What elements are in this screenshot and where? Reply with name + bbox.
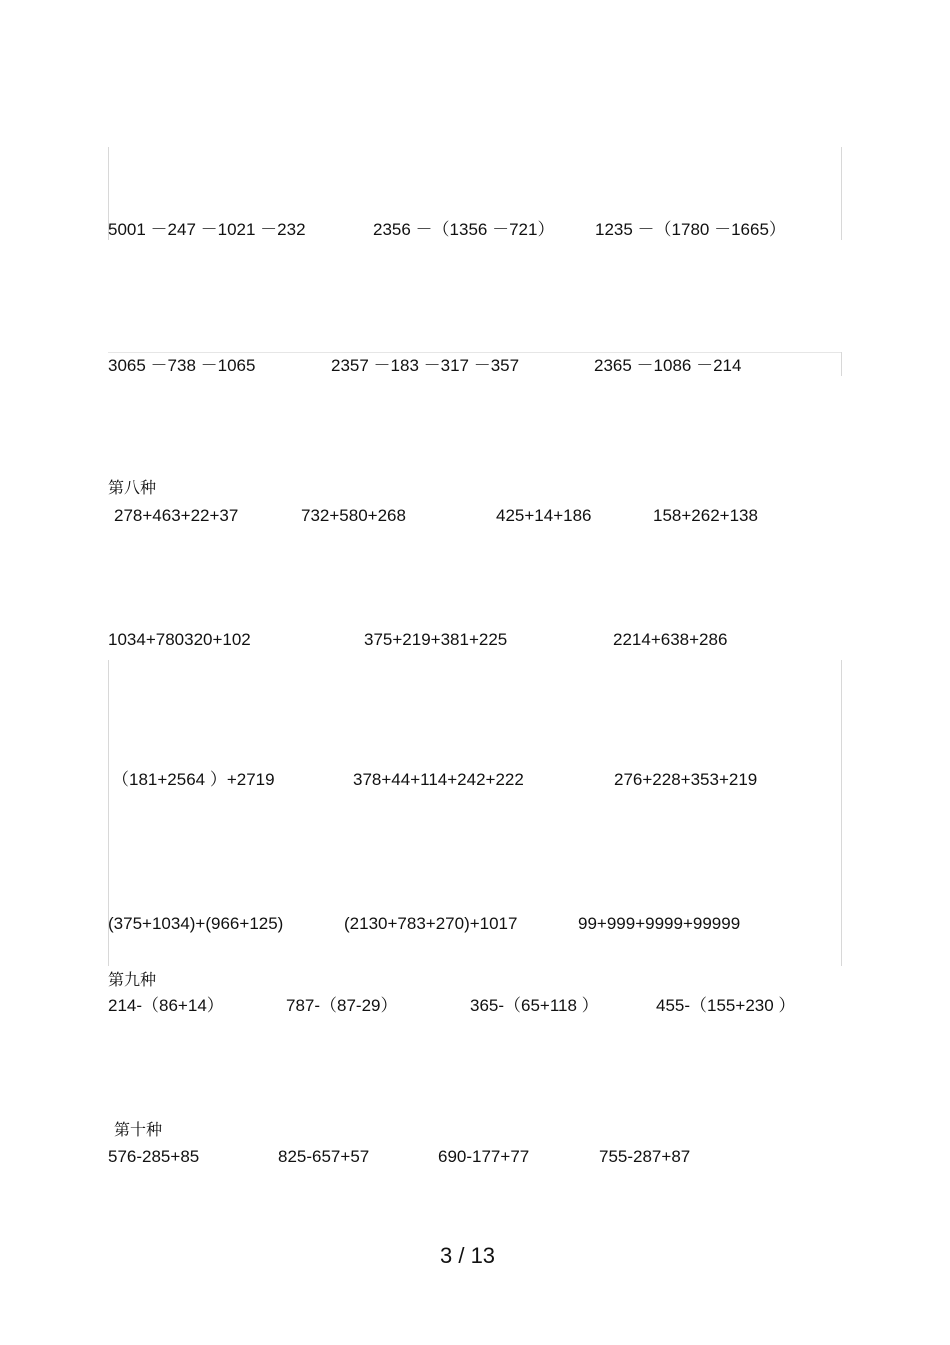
expression: 5001 －247 －1021 －232	[108, 220, 306, 239]
expression: 1235 －（1780 －1665）	[595, 220, 786, 239]
expression: 365-（65+118 ）	[470, 996, 599, 1015]
expression: 425+14+186	[496, 506, 592, 525]
expression: 455-（155+230 ）	[656, 996, 796, 1015]
expression: 276+228+353+219	[614, 770, 758, 789]
table-border-right	[841, 352, 842, 376]
expression: 690-177+77	[438, 1147, 530, 1166]
table-border-right	[841, 660, 842, 966]
expression: 787-（87-29）	[286, 996, 398, 1015]
expression: 2214+638+286	[613, 630, 728, 649]
table-border-top	[108, 352, 842, 353]
expression: 1034+780320+102	[108, 630, 251, 649]
expression: 732+580+268	[301, 506, 406, 525]
expression: 825-657+57	[278, 1147, 370, 1166]
expression: 755-287+87	[599, 1147, 691, 1166]
expression: 278+463+22+37	[114, 506, 239, 525]
expression: 214-（86+14）	[108, 996, 224, 1015]
section-heading: 第九种	[108, 970, 157, 989]
expression: 3065 －738 －1065	[108, 356, 256, 375]
page-number: 3 / 13	[440, 1243, 496, 1268]
expression: 99+999+9999+99999	[578, 914, 741, 933]
expression: 2357 －183 －317 －357	[331, 356, 520, 375]
expression: (2130+783+270)+1017	[344, 914, 518, 933]
expression: 158+262+138	[653, 506, 758, 525]
expression: (375+1034)+(966+125)	[108, 914, 284, 933]
expression: 2365 －1086 －214	[594, 356, 742, 375]
expression: 576-285+85	[108, 1147, 200, 1166]
table-border-right	[841, 147, 842, 240]
expression: （181+2564 ）+2719	[112, 770, 275, 789]
expression: 2356 －（1356 －721）	[373, 220, 555, 239]
section-heading: 第八种	[108, 478, 157, 497]
section-heading: 第十种	[114, 1120, 163, 1139]
expression: 375+219+381+225	[364, 630, 508, 649]
expression: 378+44+114+242+222	[353, 770, 524, 789]
